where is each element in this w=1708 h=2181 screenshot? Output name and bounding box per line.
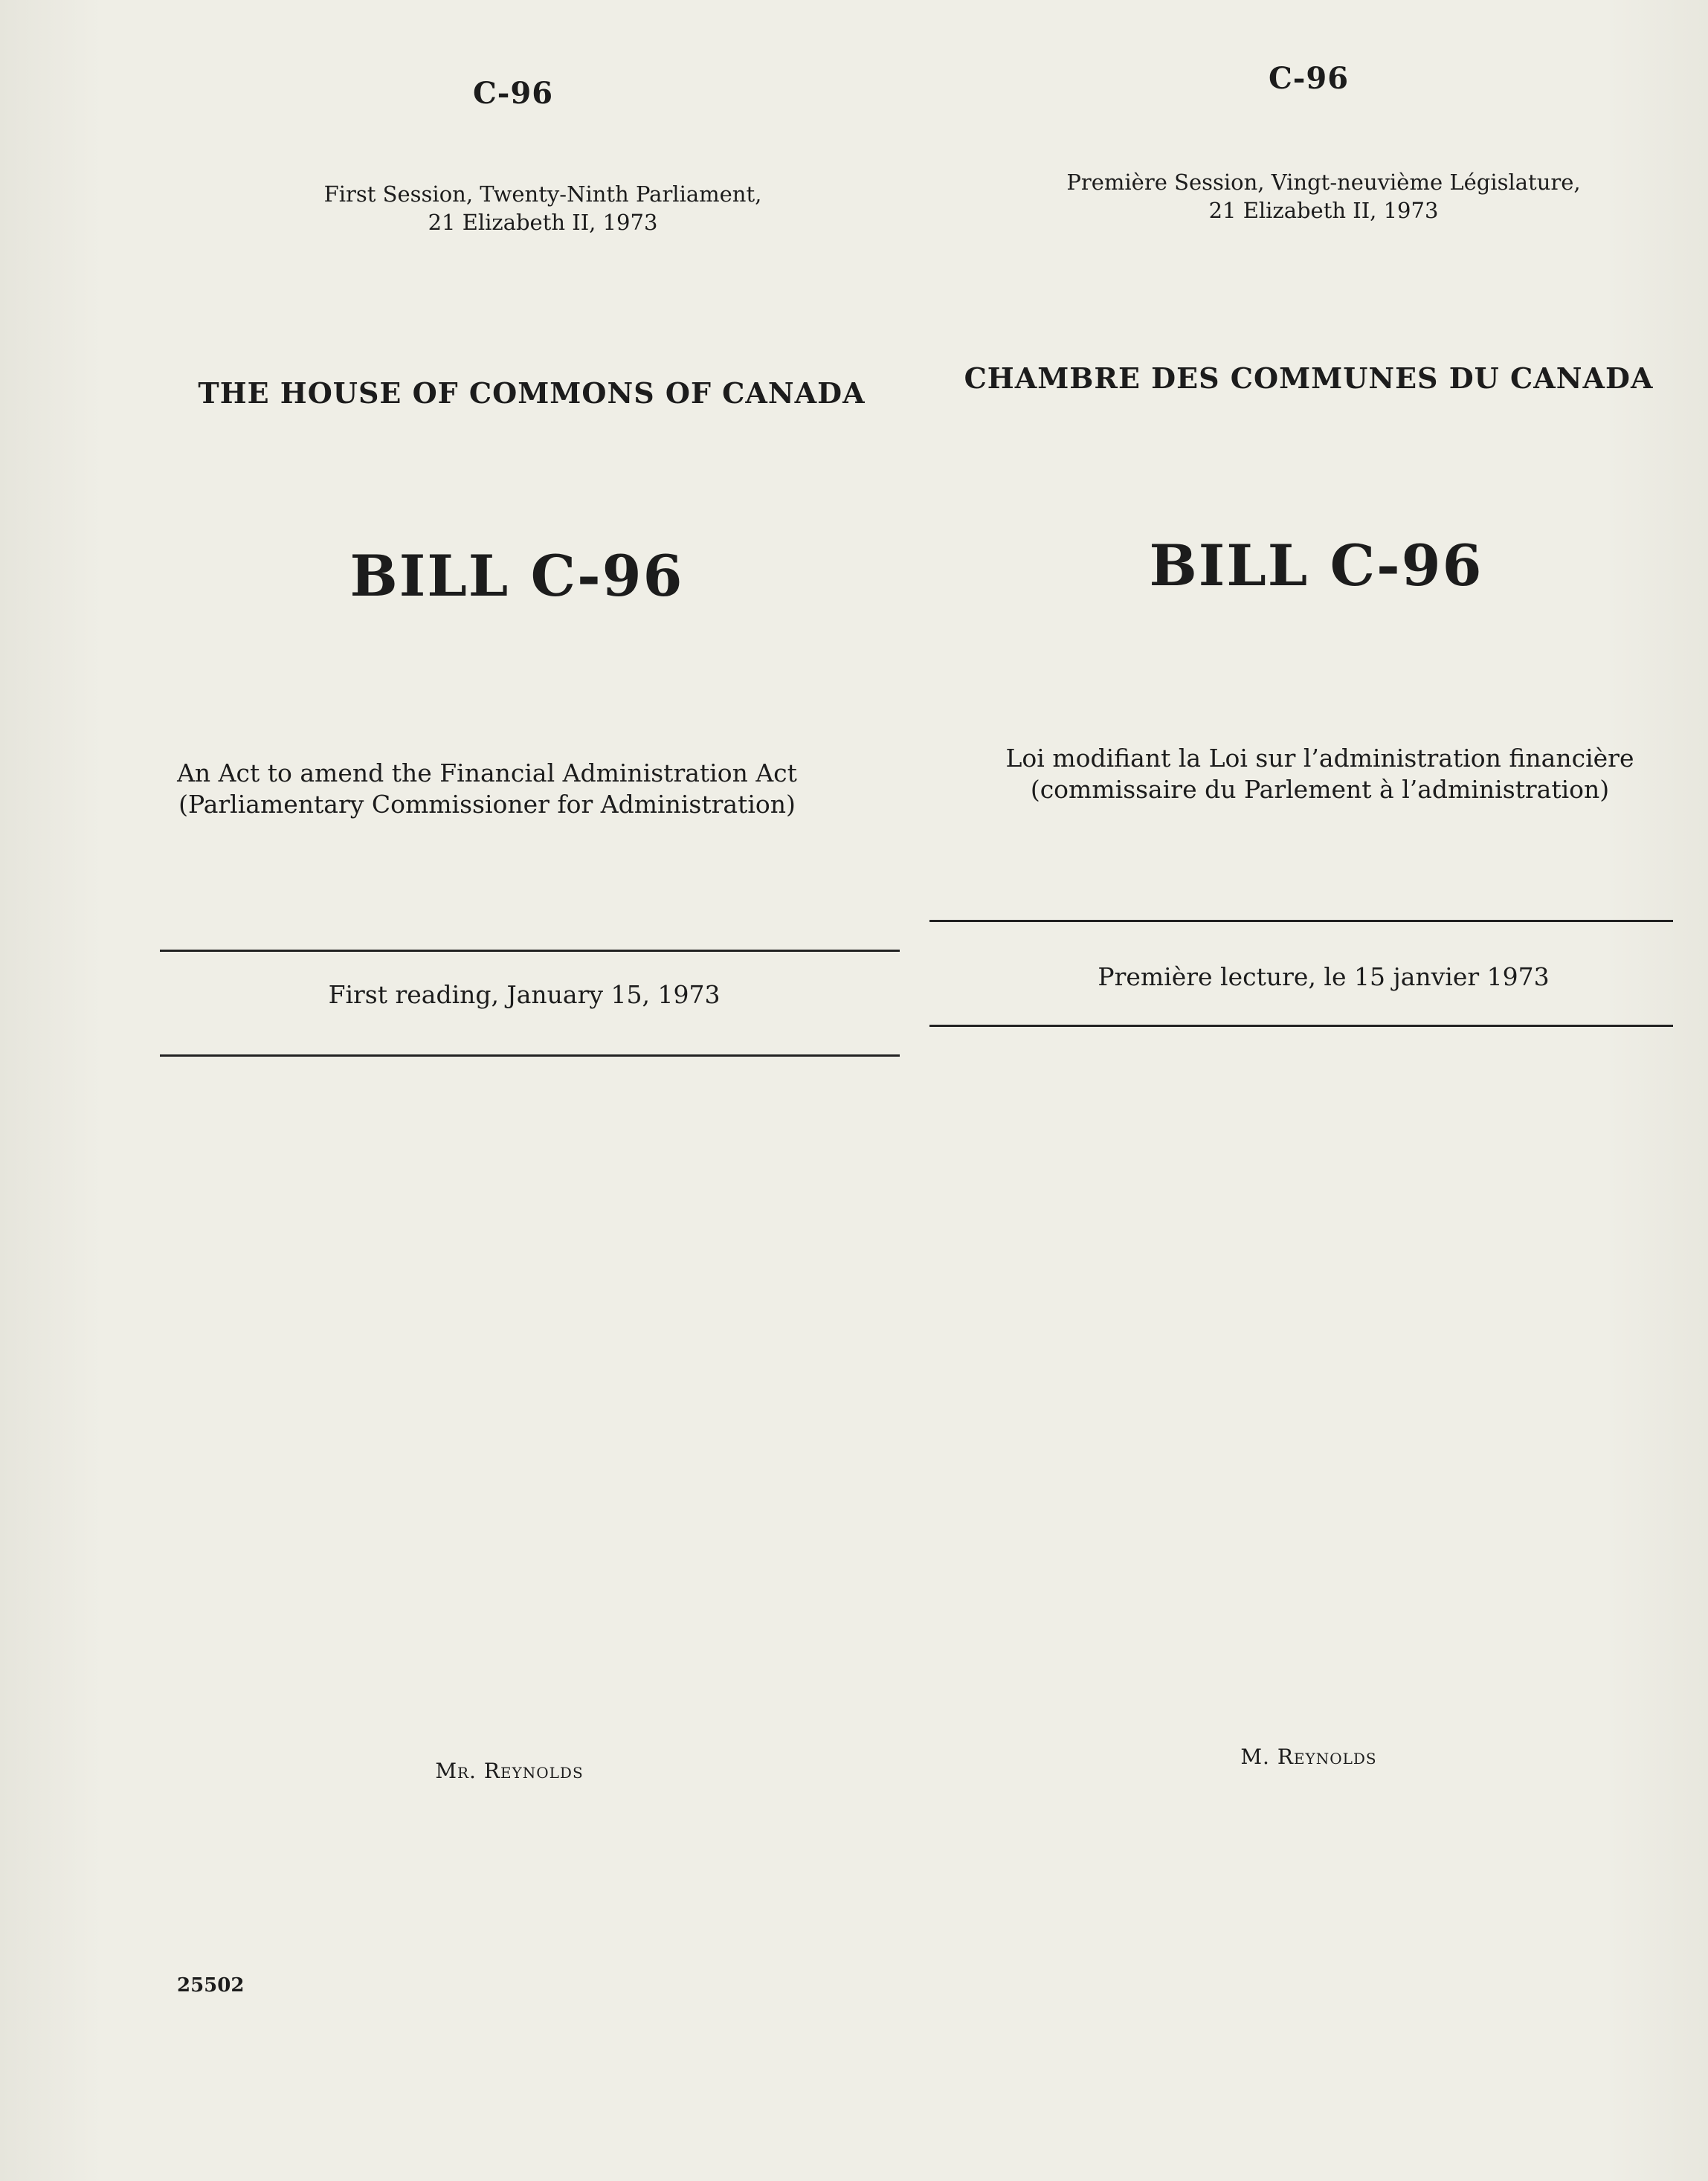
bill-title: BILL C-96 <box>349 543 684 609</box>
french-column <box>929 0 1673 2181</box>
print-number: 25502 <box>177 1974 245 1997</box>
session-line-1: First Session, Twenty-Ninth Parliament, <box>323 181 762 207</box>
act-title-line-2: (commissaire du Parlement à l’administration) <box>1030 775 1610 804</box>
act-title-line-1: An Act to amend the Financial Administration Act <box>177 758 797 787</box>
session-line-1: Première Session, Vingt-neuvième Législature, <box>1066 170 1581 195</box>
bill-number: C-96 <box>1268 61 1350 96</box>
first-reading: First reading, January 15, 1973 <box>328 980 721 1009</box>
member-name: M. Reynolds <box>1240 1745 1377 1769</box>
house-name: CHAMBRE DES COMMUNES DU CANADA <box>964 361 1654 395</box>
member-name: Mr. Reynolds <box>435 1759 584 1783</box>
act-title-line-1: Loi modifiant la Loi sur l’administration financière <box>1005 744 1634 773</box>
bill-number: C-96 <box>472 76 554 111</box>
bottom-rule <box>160 1054 900 1057</box>
top-rule <box>929 920 1673 922</box>
first-reading: Première lecture, le 15 janvier 1973 <box>1098 962 1550 991</box>
act-title-line-2: (Parliamentary Commissioner for Administration) <box>178 790 796 819</box>
session-line-2: 21 Elizabeth II, 1973 <box>428 210 658 235</box>
bottom-rule <box>929 1025 1673 1027</box>
top-rule <box>160 950 900 952</box>
session-line-2: 21 Elizabeth II, 1973 <box>1208 198 1439 223</box>
bill-title: BILL C-96 <box>1149 532 1483 599</box>
house-name: THE HOUSE OF COMMONS OF CANADA <box>198 376 866 410</box>
english-column <box>152 0 896 2181</box>
